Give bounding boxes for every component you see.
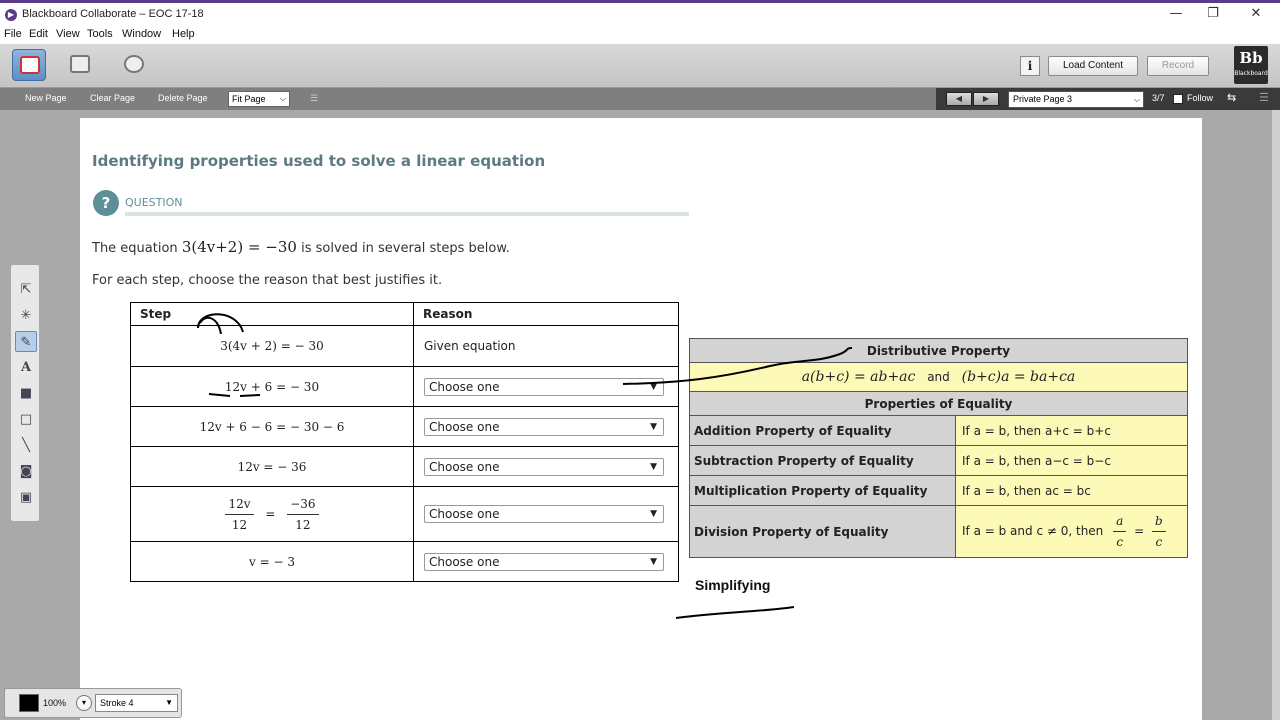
filled-rectangle-icon[interactable]: ■ [19,386,33,401]
load-content-button[interactable]: Load Content [1048,56,1138,76]
reason-select[interactable]: Choose one ▼ [424,505,664,523]
property-name: Division Property of Equality [690,506,956,558]
clip-art-icon[interactable]: ▣ [19,490,33,505]
delete-page-button[interactable]: Delete Page [158,93,208,103]
window-titlebar [0,0,1280,28]
menu-icon[interactable]: ☰ [1259,92,1269,104]
table-row [131,367,679,407]
properties-table [689,338,1188,558]
info-button[interactable]: i [1020,56,1040,76]
rectangle-icon[interactable]: □ [19,412,33,427]
table-row [131,407,679,447]
menu-view[interactable]: View [56,28,80,40]
annotation-text[interactable]: Simplifying [695,577,771,593]
chevron-down-icon[interactable]: ▾ [76,695,92,711]
pointer-burst-icon[interactable]: ✳ [20,308,32,323]
globe-icon [124,55,144,73]
menu-help[interactable]: Help [172,28,195,40]
follow-checkbox[interactable] [1173,94,1183,104]
question-mark-icon: ? [93,190,119,216]
page-navigation [936,88,1280,110]
steps-table [130,302,679,582]
next-page-button[interactable]: ▶ [973,92,999,106]
reason-given: Given equation [414,326,679,367]
ink-simplify-underline [676,607,794,618]
whiteboard-mode-button[interactable] [12,49,46,81]
chevron-down-icon: ⌵ [1133,95,1140,104]
property-row [690,476,1188,506]
question-label: QUESTION [125,196,183,209]
opacity-value: 100% [43,698,67,708]
tool-palette [10,264,40,522]
page-select[interactable]: Private Page 3 ⌵ [1008,91,1144,108]
color-swatch[interactable] [19,694,39,712]
window-title: Blackboard Collaborate – EOC 17-18 [22,8,204,20]
reason-select[interactable]: Choose one ▼ [424,553,664,571]
question-intro: The equation 3(4v+2) = −30 is solved in several steps below. [92,238,510,256]
reason-select[interactable]: Choose one ▼ [424,418,664,436]
menu-bar [0,28,1280,44]
sync-arrows-icon[interactable]: ⇆ [1227,92,1237,104]
property-rule: If a = b, then a+c = b+c [956,416,1188,446]
distributive-header: Distributive Property [690,339,1188,363]
drawing-properties-bar [4,688,182,718]
page-title: Identifying properties used to solve a linear equation [92,152,546,170]
property-rule: If a = b and c ≠ 0, then $\frac{a}{c}$ = $\frac{b}{c}$ [956,506,1188,558]
follow-label: Follow [1187,93,1214,103]
dropdown-arrow-icon: ▼ [650,461,657,472]
intro-equation: 3(4v+2) = −30 [181,238,297,256]
step-cell: 12v = − 36 [131,447,414,487]
step-cell: v = − 3 [131,542,414,582]
right-panel-edge [1272,110,1280,720]
property-row [690,446,1188,476]
steps-header-step: Step [131,303,414,326]
reason-select[interactable]: Choose one ▼ [424,458,664,476]
pen-icon[interactable]: ✎ [15,331,37,352]
blackboard-logo: Bb Blackboard [1234,46,1268,84]
record-button[interactable]: Record [1147,56,1209,76]
main-toolbar [0,44,1280,88]
table-row [131,487,679,542]
dropdown-arrow-icon: ▼ [650,381,657,392]
property-row [690,506,1188,558]
collaborate-app-icon: ▶ [5,9,17,21]
property-row [690,416,1188,446]
property-rule: If a = b, then a−c = b−c [956,446,1188,476]
property-name: Multiplication Property of Equality [690,476,956,506]
reason-select[interactable]: Choose one ▼ [424,378,664,396]
fit-page-select[interactable]: Fit Page ⌵ [228,91,290,107]
question-divider [125,212,689,216]
line-tool-icon[interactable]: ╲ [22,438,30,453]
property-name: Subtraction Property of Equality [690,446,956,476]
minimize-button[interactable]: — [1169,6,1183,21]
steps-header-reason: Reason [414,303,679,326]
fraction-right: $\frac{-36}{12}$ [287,497,318,532]
step-cell: 3(4v + 2) = − 30 [131,326,414,367]
new-page-button[interactable]: New Page [25,93,67,103]
dropdown-arrow-icon: ▼ [650,509,657,519]
question-instruction: For each step, choose the reason that best justifies it. [92,273,443,288]
select-arrow-icon[interactable]: ⇱ [20,282,32,297]
close-button[interactable]: ✕ [1250,6,1262,21]
chevron-down-icon: ⌵ [279,94,286,103]
whiteboard-canvas[interactable] [80,118,1202,720]
property-rule: If a = b, then ac = bc [956,476,1188,506]
web-tour-button[interactable] [117,49,151,81]
stroke-select[interactable]: Stroke 4 ▼ [95,694,178,712]
camera-icon[interactable]: ◙ [19,464,33,479]
page-list-icon[interactable]: ☰ [310,93,319,103]
menu-tools[interactable]: Tools [87,28,113,40]
text-tool-icon[interactable]: A [20,360,32,375]
property-name: Addition Property of Equality [690,416,956,446]
menu-file[interactable]: File [4,28,22,40]
table-row [131,326,679,367]
dropdown-arrow-icon: ▼ [650,556,657,567]
clear-page-button[interactable]: Clear Page [90,93,136,103]
page-count: 3/7 [1152,93,1165,103]
table-row [131,447,679,487]
distributive-rule: a(b+c) = ab+ac and (b+c)a = ba+ca [690,363,1188,392]
application-sharing-button[interactable] [63,49,97,81]
app-share-icon [70,55,90,73]
whiteboard-icon [20,56,40,74]
menu-window[interactable]: Window [122,28,162,40]
table-row [131,542,679,582]
step-cell: 12v + 6 − 6 = − 30 − 6 [131,407,414,447]
menu-edit[interactable]: Edit [29,28,48,40]
equality-header: Properties of Equality [690,392,1188,416]
maximize-button[interactable]: ❐ [1207,6,1219,21]
previous-page-button[interactable]: ◀ [946,92,972,106]
dropdown-arrow-icon: ▼ [165,698,173,707]
dropdown-arrow-icon: ▼ [650,421,657,432]
step-cell: 12v + 6 = − 30 [131,367,414,407]
fraction-left: $\frac{12v}{12}$ [225,497,253,532]
step-cell: $\frac{12v}{12}$ = $\frac{-36}{12}$ [131,487,414,542]
